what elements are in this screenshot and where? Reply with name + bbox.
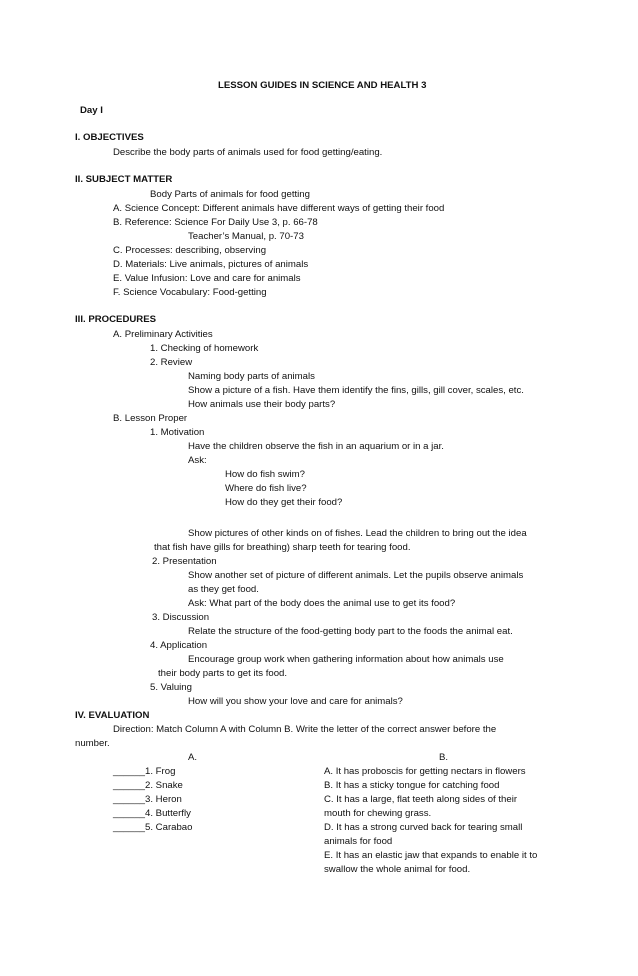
objectives-text: Describe the body parts of animals used for food getting/eating. xyxy=(113,147,383,158)
evaluation-direction: Direction: Match Column A with Column B. Write the letter of the correct answer before the xyxy=(113,724,497,735)
procedure-line: Ask: What part of the body does the animal use to get its food? xyxy=(188,598,456,609)
procedures-heading: III. PROCEDURES xyxy=(75,314,157,325)
procedure-line: 4. Application xyxy=(150,640,208,651)
subject-matter-item: C. Processes: describing, observing xyxy=(113,245,267,256)
procedure-line: Show pictures of other kinds on of fishes. Lead the children to bring out the idea xyxy=(188,528,527,539)
subject-matter-heading: II. SUBJECT MATTER xyxy=(75,174,173,185)
column-b-item: C. It has a large, flat teeth along sides of their xyxy=(324,794,518,805)
column-a-item: ______5. Carabao xyxy=(113,822,193,833)
procedure-line: as they get food. xyxy=(188,584,259,595)
procedure-line: that fish have gills for breathing) sharp teeth for tearing food. xyxy=(154,542,411,553)
procedure-line: Naming body parts of animals xyxy=(188,371,315,382)
column-b-item: D. It has a strong curved back for tearing small xyxy=(324,822,523,833)
procedure-line: 3. Discussion xyxy=(152,612,210,623)
column-b-item: A. It has proboscis for getting nectars in flowers xyxy=(324,766,526,777)
procedure-line: 1. Motivation xyxy=(150,427,205,438)
column-b-item: E. It has an elastic jaw that expands to enable it to xyxy=(324,850,538,861)
subject-matter-item: D. Materials: Live animals, pictures of animals xyxy=(113,259,309,270)
column-b-item: B. It has a sticky tongue for catching food xyxy=(324,780,500,791)
column-a-header: A. xyxy=(188,752,198,763)
column-b-header: B. xyxy=(439,752,449,763)
subject-matter-topic: Body Parts of animals for food getting xyxy=(150,189,310,200)
column-b-item: mouth for chewing grass. xyxy=(324,808,432,819)
procedure-line: Ask: xyxy=(188,455,207,466)
procedure-line: Show another set of picture of different animals. Let the pupils observe animals xyxy=(188,570,524,581)
subject-matter-item: Teacher’s Manual, p. 70-73 xyxy=(188,231,304,242)
procedure-line: B. Lesson Proper xyxy=(113,413,188,424)
procedure-line: Where do fish live? xyxy=(225,483,307,494)
procedure-line: How animals use their body parts? xyxy=(188,399,336,410)
column-b-item: animals for food xyxy=(324,836,393,847)
evaluation-direction-cont: number. xyxy=(75,738,110,749)
procedure-line: How do fish swim? xyxy=(225,469,305,480)
column-b-item: swallow the whole animal for food. xyxy=(324,864,471,875)
column-a-item: ______4. Butterfly xyxy=(113,808,191,819)
column-a-item: ______1. Frog xyxy=(113,766,176,777)
procedure-line: A. Preliminary Activities xyxy=(113,329,213,340)
evaluation-heading: IV. EVALUATION xyxy=(75,710,150,721)
procedure-line: Relate the structure of the food-getting body part to the foods the animal eat. xyxy=(188,626,513,637)
procedure-line: 5. Valuing xyxy=(150,682,192,693)
day-label: Day I xyxy=(80,105,103,116)
subject-matter-item: F. Science Vocabulary: Food-getting xyxy=(113,287,267,298)
column-a-item: ______3. Heron xyxy=(113,794,182,805)
procedure-line: their body parts to get its food. xyxy=(158,668,288,679)
procedure-line: 1. Checking of homework xyxy=(150,343,259,354)
procedure-line: How will you show your love and care for animals? xyxy=(188,696,403,707)
subject-matter-item: E. Value Infusion: Love and care for animals xyxy=(113,273,301,284)
procedure-line: 2. Review xyxy=(150,357,193,368)
procedure-line: Have the children observe the fish in an aquarium or in a jar. xyxy=(188,441,444,452)
objectives-heading: I. OBJECTIVES xyxy=(75,132,144,143)
procedure-line: Show a picture of a fish. Have them identify the fins, gills, gill cover, scales, etc. xyxy=(188,385,524,396)
procedure-line: 2. Presentation xyxy=(152,556,217,567)
column-a-item: ______2. Snake xyxy=(113,780,183,791)
subject-matter-item: B. Reference: Science For Daily Use 3, p. 66-78 xyxy=(113,217,318,228)
procedure-line: How do they get their food? xyxy=(225,497,343,508)
subject-matter-item: A. Science Concept: Different animals have different ways of getting their food xyxy=(113,203,445,214)
document-title: LESSON GUIDES IN SCIENCE AND HEALTH 3 xyxy=(218,80,427,91)
procedure-line: Encourage group work when gathering information about how animals use xyxy=(188,654,504,665)
